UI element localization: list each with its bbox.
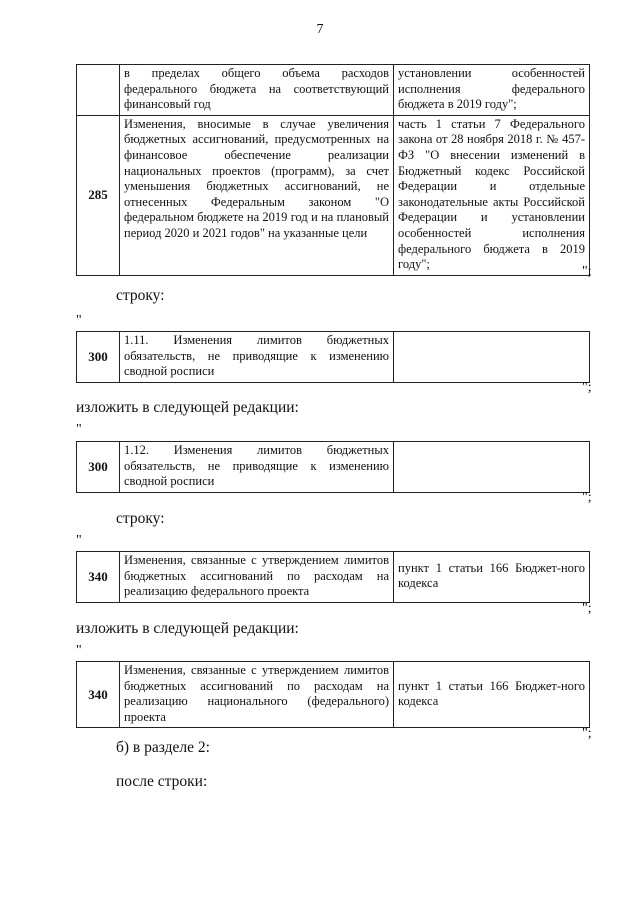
opening-quote: " bbox=[76, 643, 82, 658]
opening-quote: " bbox=[76, 533, 82, 548]
row-legal-basis: установлении особенностей исполнения федерального бюджета в 2019 году"; bbox=[394, 65, 590, 116]
table-row-340-old bbox=[76, 551, 590, 603]
row-legal-basis: пункт 1 статьи 166 Бюджет-ного кодекса bbox=[394, 552, 590, 603]
table-row-340-new bbox=[76, 661, 590, 728]
row-description: Изменения, вносимые в случае увеличения бюджетных ассигнований, предусмотренных на финансовое обеспечение реализации национальных проектов (программ), за счет уменьшения бюджетных ассигнований, не отнесенных Федеральным законом "О федеральном бюджете на 2019 год и на плановый период 2020 и 2021 годов" на указанные цели bbox=[120, 115, 394, 275]
row-legal-basis bbox=[394, 442, 590, 493]
instruction-line: изложить в следующей редакции: bbox=[76, 620, 299, 637]
closing-quote: "; bbox=[582, 264, 592, 279]
closing-quote: "; bbox=[582, 490, 592, 505]
row-legal-basis: часть 1 статьи 7 Федерального закона от 28 ноября 2018 г. № 457-ФЗ "О внесении изменений в Бюджетный кодекс Российской Федерации и отдельные законодательные акты Российской Федерации и установлении особенностей исполнения федерального бюджета в 2019 году"; bbox=[394, 115, 590, 275]
row-number: 300 bbox=[77, 442, 120, 493]
row-description: 1.11. Изменения лимитов бюджетных обязательств, не приводящие к изменению сводной росписи bbox=[120, 332, 394, 383]
row-description: Изменения, связанные с утверждением лимитов бюджетных ассигнований по расходам на реализацию национального (федерального) проекта bbox=[120, 662, 394, 728]
table-row-300-old bbox=[76, 331, 590, 383]
closing-quote: "; bbox=[582, 601, 592, 616]
row-number: 300 bbox=[77, 332, 120, 383]
opening-quote: " bbox=[76, 422, 82, 437]
row-legal-basis: пункт 1 статьи 166 Бюджет-ного кодекса bbox=[394, 662, 590, 728]
instruction-line: б) в разделе 2: bbox=[116, 739, 210, 756]
row-description: 1.12. Изменения лимитов бюджетных обязательств, не приводящие к изменению сводной росписи bbox=[120, 442, 394, 493]
page-number: 7 bbox=[316, 22, 324, 37]
table-continuation bbox=[76, 64, 590, 276]
row-legal-basis bbox=[394, 332, 590, 383]
table-row bbox=[77, 442, 590, 493]
row-description: в пределах общего объема расходов федерального бюджета на соответствующий финансовый год bbox=[120, 65, 394, 116]
closing-quote: "; bbox=[582, 726, 592, 741]
row-description: Изменения, связанные с утверждением лимитов бюджетных ассигнований по расходам на реализацию федерального проекта bbox=[120, 552, 394, 603]
row-number: 285 bbox=[77, 115, 120, 275]
table-row bbox=[77, 552, 590, 603]
row-number: 340 bbox=[77, 552, 120, 603]
table-row bbox=[77, 115, 590, 275]
table-row bbox=[77, 332, 590, 383]
row-number bbox=[77, 65, 120, 116]
instruction-line: после строки: bbox=[116, 773, 208, 790]
instruction-line: изложить в следующей редакции: bbox=[76, 399, 299, 416]
table-row-300-new bbox=[76, 441, 590, 493]
table-row bbox=[77, 662, 590, 728]
instruction-line: строку: bbox=[116, 510, 165, 527]
instruction-line: строку: bbox=[116, 287, 165, 304]
closing-quote: "; bbox=[582, 380, 592, 395]
table-row bbox=[77, 65, 590, 116]
opening-quote: " bbox=[76, 313, 82, 328]
row-number: 340 bbox=[77, 662, 120, 728]
